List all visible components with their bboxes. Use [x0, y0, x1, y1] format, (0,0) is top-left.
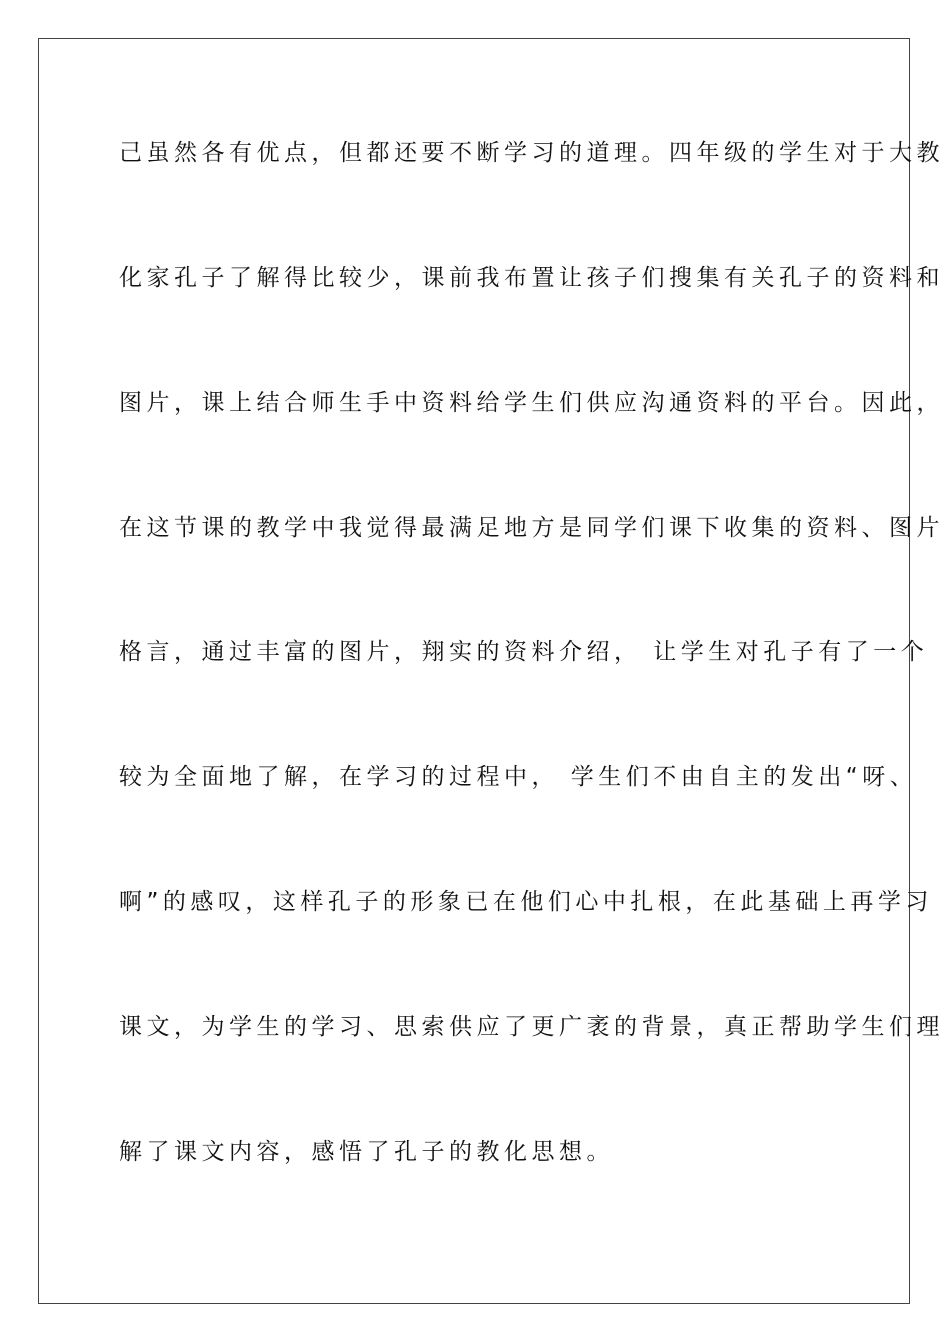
- paragraph-line: 化家孔子了解得比较少，课前我布置让孩子们搜集有关孔子的资料和: [119, 265, 944, 291]
- paragraph-line: 己虽然各有优点，但都还要不断学习的道理。四年级的学生对于大教: [119, 140, 944, 166]
- paragraph-line: 格言，通过丰富的图片，翔实的资料介绍， 让学生对孔子有了一个: [119, 639, 929, 665]
- paragraph-line: 图片，课上结合师生手中资料给学生们供应沟通资料的平台。因此，: [119, 390, 944, 416]
- paragraph-line: 啊”的感叹，这样孔子的形象已在他们心中扎根，在此基础上再学习: [119, 889, 933, 915]
- paragraph-line: 在这节课的教学中我觉得最满足地方是同学们课下收集的资料、图片: [119, 515, 944, 541]
- paragraph-line: 课文，为学生的学习、思索供应了更广袤的背景，真正帮助学生们理: [119, 1014, 944, 1040]
- page-frame: [38, 38, 944, 1304]
- paragraph-line: 较为全面地了解，在学习的过程中， 学生们不由自主的发出“呀、: [119, 764, 918, 790]
- paragraph-line: 解了课文内容，感悟了孔子的教化思想。: [119, 1139, 614, 1165]
